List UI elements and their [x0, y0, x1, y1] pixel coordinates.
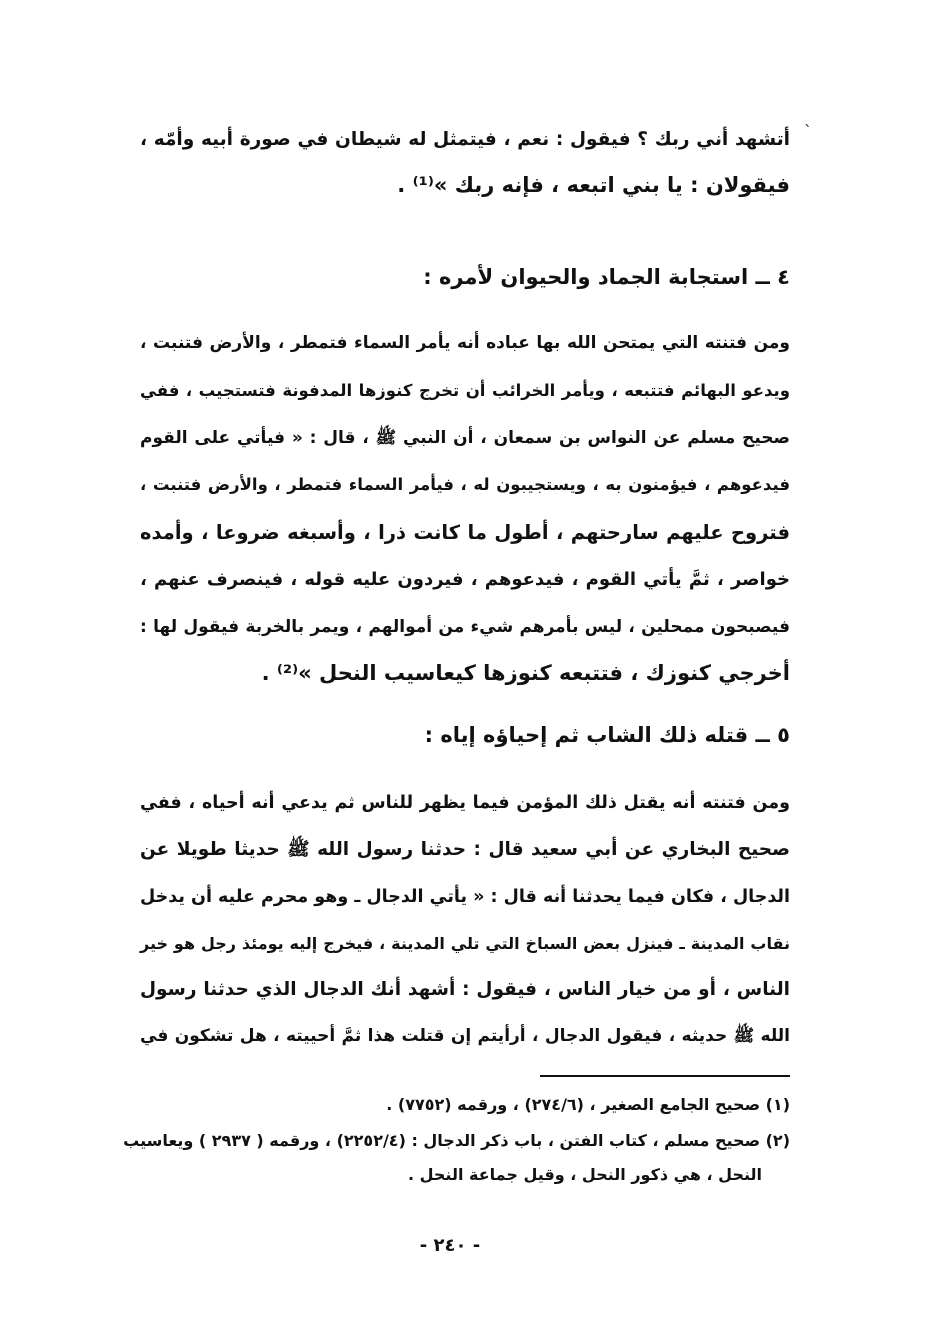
footnote-2: (٢) صحيح مسلم ، كتاب الفتن ، باب ذكر الدجال : (٢٢٥٢/٤) ، ورقمه ( ٢٩٣٧ ) ويعاسيب: [123, 1131, 790, 1150]
body-line: الدجال ، فكان فيما يحدثنا أنه قال : « يأتي الدجال ـ وهو محرم عليه أن يدخل: [140, 887, 790, 907]
body-line: الناس ، أو من خيار الناس ، فيقول : أشهد أنك الدجال الذي حدثنا رسول: [140, 979, 790, 1000]
body-line: فتروح عليهم سارحتهم ، أطول ما كانت ذرا ، وأسبغه ضروعا ، وأمده: [140, 521, 790, 544]
body-line: خواصر ، ثمَّ يأتي القوم ، فيدعوهم ، فيردون عليه قوله ، فينصرف عنهم ،: [140, 569, 790, 590]
section-heading-4: ٤ ــ استجابة الجماد والحيوان لأمره :: [423, 265, 790, 289]
body-line: ومن فتنته أنه يقتل ذلك المؤمن فيما يظهر للناس ثم يدعي أنه أحياه ، ففي: [140, 793, 790, 813]
body-line: فيصبحون ممحلين ، ليس بأمرهم شيء من أموالهم ، ويمر بالخربة فيقول لها :: [140, 617, 790, 637]
body-line: أتشهد أني ربك ؟ فيقول : نعم ، فيتمثل له شيطان في صورة أبيه وأمّه ،: [140, 129, 790, 150]
body-line: الله ﷺ حديثه ، فيقول الدجال ، أرأيتم إن قتلت هذا ثمَّ أحييته ، هل تشكون في: [140, 1026, 790, 1046]
footnote-1: (١) صحيح الجامع الصغير ، (٢٧٤/٦) ، ورقمه (٧٧٥٢) .: [386, 1095, 790, 1114]
body-line: أخرجي كنوزك ، فتتبعه كنوزها كيعاسيب النحل »⁽²⁾ .: [261, 661, 790, 685]
body-line: فيقولان : يا بني اتبعه ، فإنه ربك »⁽¹⁾ .: [397, 173, 790, 197]
footnote-separator: [540, 1075, 790, 1077]
footnote-2-continuation: النحل ، هي ذكور النحل ، وقيل جماعة النحل .: [407, 1165, 762, 1184]
body-line: نقاب المدينة ـ فينزل بعض السباخ التي تلي المدينة ، فيخرج إليه يومئذ رجل هو خير: [140, 934, 790, 953]
body-line: فيدعوهم ، فيؤمنون به ، ويستجيبون له ، فيأمر السماء فتمطر ، والأرض فتنبت ،: [140, 475, 790, 494]
body-line: صحيح مسلم عن النواس بن سمعان ، أن النبي ﷺ ، قال : « فيأتي على القوم: [140, 428, 790, 448]
body-line: ويدعو البهائم فتتبعه ، ويأمر الخرائب أن تخرج كنوزها المدفونة فتستجيب ، ففي: [140, 381, 790, 400]
body-line: صحيح البخاري عن أبي سعيد قال : حدثنا رسول الله ﷺ حديثا طويلا عن: [140, 839, 790, 860]
margin-mark: `: [804, 122, 812, 141]
section-heading-5: ٥ ــ قتله ذلك الشاب ثم إحياؤه إياه :: [424, 723, 790, 747]
page-number: - ٢٤٠ -: [419, 1235, 481, 1256]
body-line: ومن فتنته التي يمتحن الله بها عباده أنه يأمر السماء فتمطر ، والأرض فتنبت ،: [140, 333, 790, 353]
